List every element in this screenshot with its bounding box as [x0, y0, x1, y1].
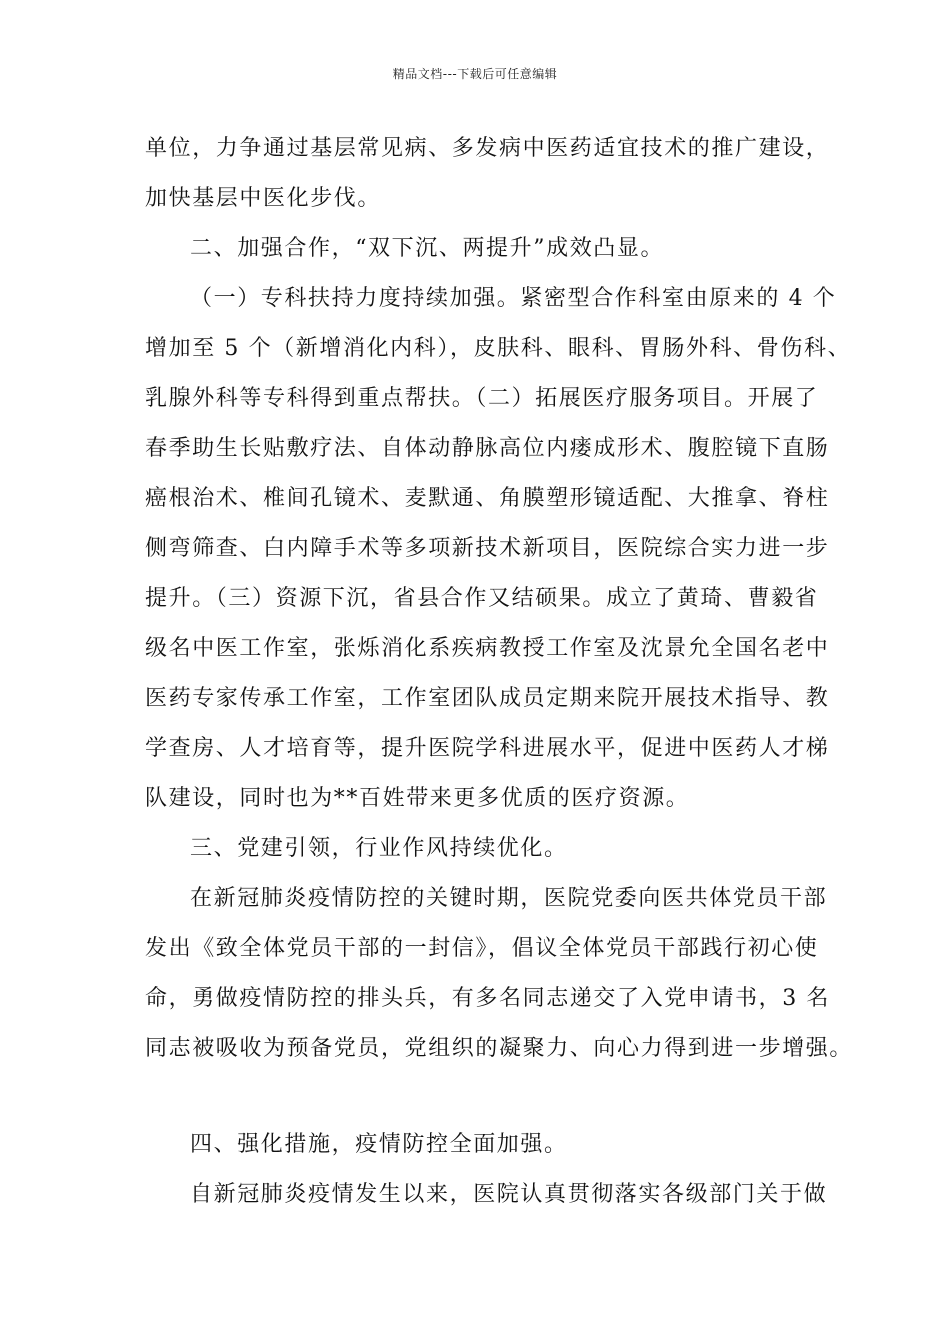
text-line: （一）专科扶持力度持续加强。紧密型合作科室由原来的 4 个	[190, 286, 837, 311]
text-line: 级名中医工作室，张烁消化系疾病教授工作室及沈景允全国名老中	[145, 636, 830, 661]
text-line: 增加至 5 个（新增消化内科），皮肤科、眼科、胃肠外科、骨伤科、	[145, 336, 852, 361]
section-heading: 二、加强合作，“双下沉、两提升”成效凸显。	[190, 236, 665, 261]
text-line: 癌根治术、椎间孔镜术、麦默通、角膜塑形镜适配、大推拿、脊柱	[145, 486, 830, 511]
text-line: 春季助生长贴敷疗法、自体动静脉高位内瘘成形术、腹腔镜下直肠	[145, 436, 830, 461]
text-line: 队建设，同时也为**百姓带来更多优质的医疗资源。	[145, 786, 690, 811]
page-header: 精品文档---下载后可任意编辑	[392, 67, 558, 81]
text-line: 单位，力争通过基层常见病、多发病中医药适宜技术的推广建设，	[145, 136, 830, 161]
section-heading: 三、党建引领，行业作风持续优化。	[190, 836, 568, 861]
text-line: 发出《致全体党员干部的一封信》，倡议全体党员干部践行初心使	[145, 936, 819, 961]
text-line: 命，勇做疫情防控的排头兵，有多名同志递交了入党申请书，3 名	[145, 986, 830, 1011]
text-line: 侧弯筛查、白内障手术等多项新技术新项目，医院综合实力进一步	[145, 536, 830, 561]
text-line: 加快基层中医化步伐。	[145, 186, 382, 211]
text-line: 在新冠肺炎疫情防控的关键时期，医院党委向医共体党员干部	[190, 886, 828, 911]
text-line: 医药专家传承工作室，工作室团队成员定期来院开展技术指导、教	[145, 686, 830, 711]
text-line: 同志被吸收为预备党员，党组织的凝聚力、向心力得到进一步增强。	[145, 1036, 854, 1061]
section-heading: 四、强化措施，疫情防控全面加强。	[190, 1132, 568, 1157]
text-line: 自新冠肺炎疫情发生以来，医院认真贯彻落实各级部门关于做	[190, 1182, 828, 1207]
text-line: 学查房、人才培育等，提升医院学科进展水平，促进中医药人才梯	[145, 736, 830, 761]
text-line: 乳腺外科等专科得到重点帮扶。（二）拓展医疗服务项目。开展了	[145, 386, 819, 411]
text-line: 提升。（三）资源下沉，省县合作又结硕果。成立了黄琦、曹毅省	[145, 586, 819, 611]
